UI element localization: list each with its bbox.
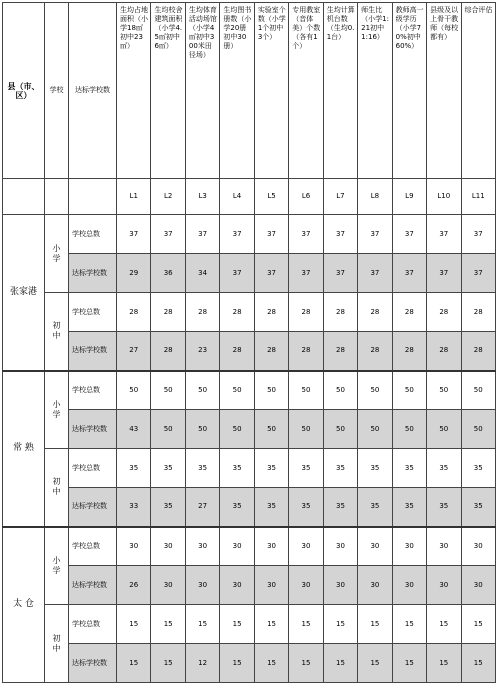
value-cell: 29 — [117, 254, 151, 293]
value-cell: 28 — [254, 293, 288, 332]
value-cell: 15 — [427, 605, 461, 644]
value-cell: 50 — [392, 371, 426, 410]
value-cell: 35 — [220, 449, 254, 488]
value-cell: 12 — [185, 644, 219, 683]
value-cell: 37 — [358, 215, 392, 254]
value-cell: 50 — [461, 371, 495, 410]
value-cell: 50 — [358, 371, 392, 410]
school-level-text: 小学 — [52, 399, 61, 419]
school-level-label — [45, 527, 69, 605]
value-cell: 35 — [392, 488, 426, 527]
value-cell: 50 — [117, 371, 151, 410]
value-cell: 33 — [117, 488, 151, 527]
value-cell: 30 — [427, 527, 461, 566]
value-cell: 50 — [185, 410, 219, 449]
value-cell: 30 — [323, 566, 357, 605]
value-cell: 28 — [427, 293, 461, 332]
table-row — [3, 566, 496, 605]
value-cell: 27 — [117, 332, 151, 371]
table-row — [3, 332, 496, 371]
value-cell: 35 — [151, 488, 185, 527]
value-cell: 30 — [117, 527, 151, 566]
value-cell: 50 — [323, 371, 357, 410]
school-level-label — [45, 371, 69, 449]
value-cell: 37 — [323, 254, 357, 293]
value-cell: 50 — [427, 410, 461, 449]
code-row — [3, 179, 496, 215]
indicator-header-l5: 实验室个数（小学1个初中3个） — [254, 3, 288, 179]
value-cell: 37 — [254, 254, 288, 293]
value-cell: 43 — [117, 410, 151, 449]
value-cell: 35 — [323, 488, 357, 527]
value-cell: 30 — [289, 527, 323, 566]
value-cell: 28 — [358, 332, 392, 371]
county-name: 太 仓 — [3, 527, 45, 683]
value-cell: 35 — [185, 449, 219, 488]
value-cell: 30 — [254, 566, 288, 605]
county-header: 县（市、区） — [3, 3, 45, 179]
value-cell: 30 — [289, 566, 323, 605]
county-name: 张家港 — [3, 215, 45, 371]
school-level-text: 小学 — [52, 243, 61, 263]
row-type-label: 学校总数 — [69, 605, 117, 644]
value-cell: 28 — [185, 293, 219, 332]
code-l10: L10 — [427, 179, 461, 215]
row-type-label: 达标学校数 — [69, 488, 117, 527]
value-cell: 50 — [461, 410, 495, 449]
value-cell: 28 — [117, 293, 151, 332]
table-row — [3, 410, 496, 449]
value-cell: 35 — [289, 488, 323, 527]
header-row — [3, 3, 496, 179]
value-cell: 28 — [358, 293, 392, 332]
value-cell: 28 — [254, 332, 288, 371]
value-cell: 15 — [220, 644, 254, 683]
value-cell: 28 — [151, 332, 185, 371]
value-cell: 15 — [117, 605, 151, 644]
value-cell: 23 — [185, 332, 219, 371]
value-cell: 30 — [151, 527, 185, 566]
row-type-label: 学校总数 — [69, 371, 117, 410]
value-cell: 50 — [254, 371, 288, 410]
value-cell: 50 — [151, 410, 185, 449]
value-cell: 35 — [461, 449, 495, 488]
indicator-header-l1: 生均占地面积（小学18㎡初中23㎡） — [117, 3, 151, 179]
value-cell: 36 — [151, 254, 185, 293]
value-cell: 35 — [358, 488, 392, 527]
value-cell: 30 — [185, 566, 219, 605]
value-cell: 30 — [220, 566, 254, 605]
table-row — [3, 644, 496, 683]
indicator-header-l2: 生均校舍建筑面积（小学4.5㎡初中6㎡） — [151, 3, 185, 179]
value-cell: 28 — [220, 332, 254, 371]
row-type-label: 学校总数 — [69, 215, 117, 254]
school-level-text: 初中 — [52, 321, 61, 341]
value-cell: 15 — [323, 605, 357, 644]
school-level-label — [45, 293, 69, 371]
value-cell: 15 — [289, 644, 323, 683]
value-cell: 35 — [427, 488, 461, 527]
standards-table — [2, 2, 496, 683]
value-cell: 50 — [220, 410, 254, 449]
table-row — [3, 254, 496, 293]
value-cell: 15 — [358, 644, 392, 683]
table-row — [3, 449, 496, 488]
value-cell: 30 — [427, 566, 461, 605]
row-type-label: 达标学校数 — [69, 254, 117, 293]
value-cell: 50 — [254, 410, 288, 449]
value-cell: 30 — [254, 527, 288, 566]
table-row — [3, 293, 496, 332]
code-l1: L1 — [117, 179, 151, 215]
school-level-label — [45, 215, 69, 293]
value-cell: 15 — [254, 605, 288, 644]
value-cell: 30 — [392, 527, 426, 566]
row-type-label: 达标学校数 — [69, 410, 117, 449]
code-l11: L11 — [461, 179, 495, 215]
value-cell: 28 — [427, 332, 461, 371]
code-l3: L3 — [185, 179, 219, 215]
indicator-header-l4: 生均图书册数（小学20册初中30册） — [220, 3, 254, 179]
value-cell: 30 — [358, 527, 392, 566]
school-level-text: 初中 — [52, 477, 61, 497]
table-row — [3, 527, 496, 566]
value-cell: 37 — [289, 215, 323, 254]
row-type-label: 学校总数 — [69, 527, 117, 566]
indicator-header-l8: 师生比（小学1:21初中1:16） — [358, 3, 392, 179]
value-cell: 15 — [151, 605, 185, 644]
value-cell: 37 — [427, 215, 461, 254]
row-type-label: 学校总数 — [69, 293, 117, 332]
row-type-label: 学校总数 — [69, 449, 117, 488]
value-cell: 37 — [358, 254, 392, 293]
value-cell: 15 — [358, 605, 392, 644]
value-cell: 35 — [392, 449, 426, 488]
value-cell: 35 — [323, 449, 357, 488]
row-type-label: 达标学校数 — [69, 332, 117, 371]
value-cell: 35 — [254, 488, 288, 527]
school-header: 学校 — [45, 3, 69, 179]
value-cell: 28 — [461, 332, 495, 371]
value-cell: 35 — [151, 449, 185, 488]
value-cell: 35 — [358, 449, 392, 488]
indicator-header-l11: 综合评估 — [461, 3, 495, 179]
value-cell: 37 — [220, 215, 254, 254]
school-level-text: 初中 — [52, 633, 61, 653]
value-cell: 30 — [220, 527, 254, 566]
value-cell: 37 — [427, 254, 461, 293]
table-row — [3, 371, 496, 410]
value-cell: 35 — [254, 449, 288, 488]
school-level-label — [45, 449, 69, 527]
value-cell: 50 — [289, 371, 323, 410]
value-cell: 28 — [289, 332, 323, 371]
value-cell: 37 — [392, 254, 426, 293]
table-row — [3, 488, 496, 527]
value-cell: 15 — [461, 644, 495, 683]
value-cell: 27 — [185, 488, 219, 527]
table-row — [3, 215, 496, 254]
value-cell: 30 — [461, 566, 495, 605]
value-cell: 30 — [358, 566, 392, 605]
value-cell: 28 — [323, 332, 357, 371]
value-cell: 28 — [392, 293, 426, 332]
value-cell: 37 — [289, 254, 323, 293]
indicator-header-l9: 教师高一级学历（小学70%初中60%） — [392, 3, 426, 179]
code-l7: L7 — [323, 179, 357, 215]
value-cell: 37 — [254, 215, 288, 254]
value-cell: 15 — [220, 605, 254, 644]
value-cell: 15 — [392, 644, 426, 683]
code-blank — [45, 179, 69, 215]
value-cell: 37 — [220, 254, 254, 293]
value-cell: 37 — [392, 215, 426, 254]
indicator-header-l3: 生均体育活动场馆（小学4㎡初中300米田径场） — [185, 3, 219, 179]
value-cell: 15 — [323, 644, 357, 683]
value-cell: 37 — [323, 215, 357, 254]
value-cell: 26 — [117, 566, 151, 605]
value-cell: 35 — [220, 488, 254, 527]
value-cell: 50 — [220, 371, 254, 410]
school-level-label — [45, 605, 69, 683]
value-cell: 15 — [461, 605, 495, 644]
indicator-header-l10: 县级及以上骨干教师（每校都有） — [427, 3, 461, 179]
row-type-label: 达标学校数 — [69, 644, 117, 683]
value-cell: 15 — [151, 644, 185, 683]
value-cell: 50 — [392, 410, 426, 449]
value-cell: 50 — [185, 371, 219, 410]
value-cell: 15 — [254, 644, 288, 683]
value-cell: 30 — [185, 527, 219, 566]
value-cell: 28 — [151, 293, 185, 332]
value-cell: 30 — [323, 527, 357, 566]
value-cell: 15 — [185, 605, 219, 644]
indicator-header-l6: 专用教室（音体美）个数（各有1个） — [289, 3, 323, 179]
county-name: 常 熟 — [3, 371, 45, 527]
row-type-label: 达标学校数 — [69, 566, 117, 605]
table-row — [3, 605, 496, 644]
value-cell: 28 — [392, 332, 426, 371]
value-cell: 15 — [392, 605, 426, 644]
value-cell: 15 — [117, 644, 151, 683]
value-cell: 30 — [392, 566, 426, 605]
value-cell: 37 — [151, 215, 185, 254]
indicator-header-l7: 生均计算机台数（生均0.1台） — [323, 3, 357, 179]
value-cell: 30 — [461, 527, 495, 566]
value-cell: 30 — [151, 566, 185, 605]
standard-count-header: 达标学校数 — [69, 3, 117, 179]
code-l5: L5 — [254, 179, 288, 215]
code-l6: L6 — [289, 179, 323, 215]
value-cell: 28 — [220, 293, 254, 332]
code-l2: L2 — [151, 179, 185, 215]
value-cell: 28 — [289, 293, 323, 332]
value-cell: 35 — [427, 449, 461, 488]
value-cell: 28 — [461, 293, 495, 332]
value-cell: 15 — [427, 644, 461, 683]
school-level-text: 小学 — [52, 555, 61, 575]
value-cell: 50 — [151, 371, 185, 410]
value-cell: 37 — [185, 215, 219, 254]
value-cell: 37 — [461, 215, 495, 254]
value-cell: 34 — [185, 254, 219, 293]
value-cell: 37 — [117, 215, 151, 254]
code-blank — [3, 179, 45, 215]
value-cell: 28 — [323, 293, 357, 332]
code-l4: L4 — [220, 179, 254, 215]
code-l8: L8 — [358, 179, 392, 215]
value-cell: 50 — [427, 371, 461, 410]
value-cell: 37 — [461, 254, 495, 293]
value-cell: 50 — [323, 410, 357, 449]
value-cell: 35 — [117, 449, 151, 488]
code-blank — [69, 179, 117, 215]
value-cell: 50 — [289, 410, 323, 449]
value-cell: 35 — [289, 449, 323, 488]
value-cell: 50 — [358, 410, 392, 449]
code-l9: L9 — [392, 179, 426, 215]
value-cell: 15 — [289, 605, 323, 644]
value-cell: 35 — [461, 488, 495, 527]
